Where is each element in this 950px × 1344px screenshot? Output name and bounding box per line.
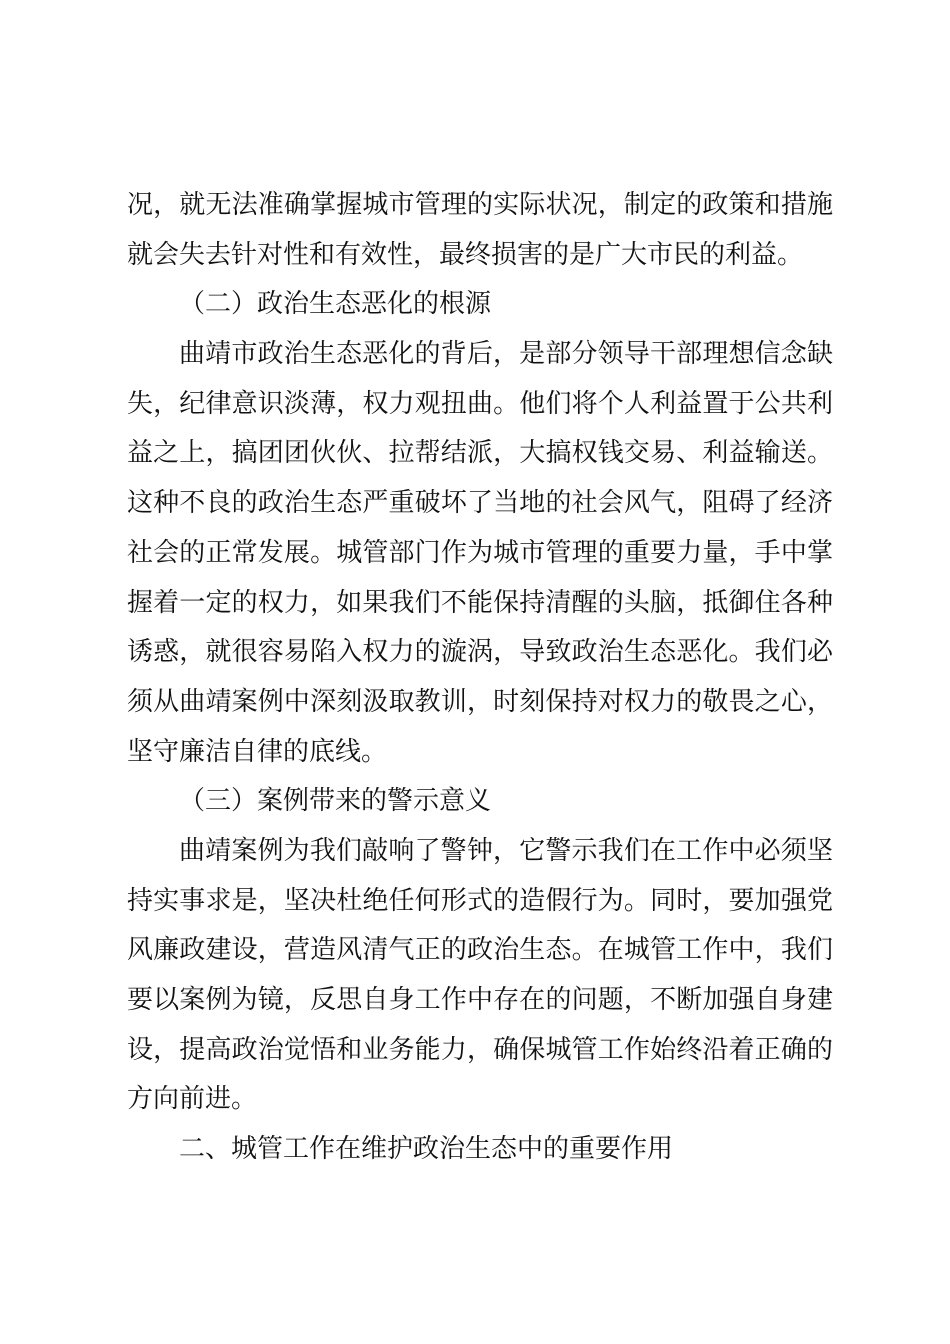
body-line: 失，纪律意识淡薄，权力观扭曲。他们将个人利益置于公共利 xyxy=(127,388,833,419)
body-line: 设，提高政治觉悟和业务能力，确保城管工作始终沿着正确的 xyxy=(127,1034,833,1065)
body-line: 持实事求是，坚决杜绝任何形式的造假行为。同时，要加强党 xyxy=(127,885,833,916)
body-line: 坚守廉洁自律的底线。 xyxy=(127,736,388,767)
section-heading-2: 二、城管工作在维护政治生态中的重要作用 xyxy=(179,1134,674,1165)
body-line: 诱惑，就很容易陷入权力的漩涡，导致政治生态恶化。我们必 xyxy=(127,637,833,668)
body-line: 社会的正常发展。城管部门作为城市管理的重要力量，手中掌 xyxy=(127,537,833,568)
body-line: 风廉政建设，营造风清气正的政治生态。在城管工作中，我们 xyxy=(127,935,833,966)
subheading-2: （二）政治生态恶化的根源 xyxy=(179,289,492,320)
body-line: 方向前进。 xyxy=(127,1084,258,1115)
subheading-3: （三）案例带来的警示意义 xyxy=(179,786,492,817)
body-line: 益之上，搞团团伙伙、拉帮结派，大搞权钱交易、利益输送。 xyxy=(127,438,833,469)
body-line: 就会失去针对性和有效性，最终损害的是广大市民的利益。 xyxy=(127,239,804,270)
body-line: 握着一定的权力，如果我们不能保持清醒的头脑，抵御住各种 xyxy=(127,587,833,618)
body-line: 况，就无法准确掌握城市管理的实际状况，制定的政策和措施 xyxy=(127,190,833,220)
body-line: 曲靖案例为我们敲响了警钟，它警示我们在工作中必须坚 xyxy=(179,835,833,866)
body-line: 要以案例为镜，反思自身工作中存在的问题，不断加强自身建 xyxy=(127,985,833,1015)
document-body xyxy=(127,181,833,1175)
body-line: 须从曲靖案例中深刻汲取教训，时刻保持对权力的敬畏之心， xyxy=(127,686,833,717)
body-line: 曲靖市政治生态恶化的背后，是部分领导干部理想信念缺 xyxy=(179,339,833,370)
body-line: 这种不良的政治生态严重破坏了当地的社会风气，阻碍了经济 xyxy=(127,488,833,519)
